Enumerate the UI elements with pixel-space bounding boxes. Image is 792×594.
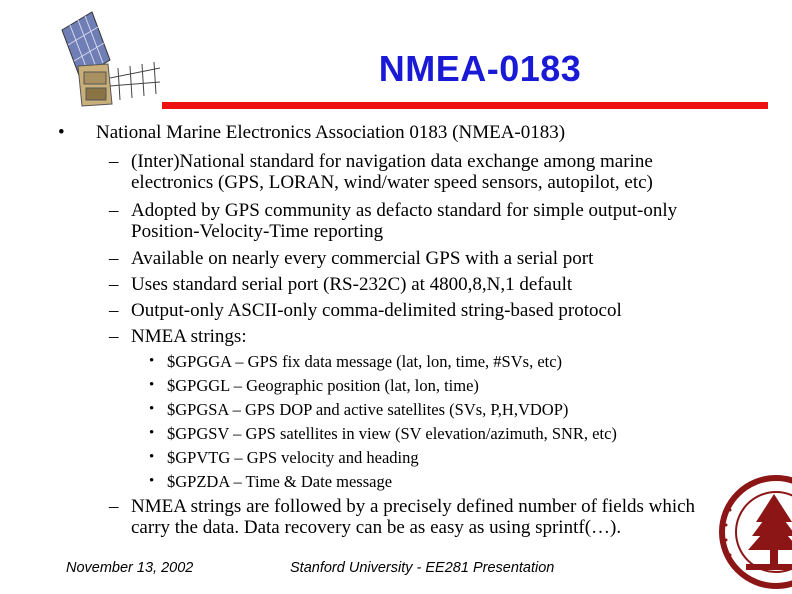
nmea-string-gpvtg: $GPVTG – GPS velocity and heading (167, 448, 419, 467)
final-point-line-2: carry the data. Data recovery can be as easy as using sprintf(…). (131, 517, 622, 538)
dash-marker: – (109, 274, 119, 295)
bullet-marker: • (149, 353, 155, 369)
bullet-marker: • (58, 122, 65, 143)
bullet-marker: • (149, 425, 155, 441)
nmea-string-gpgsa: $GPGSA – GPS DOP and active satellites (SVs, P,H,VDOP) (167, 400, 569, 419)
sub-point-3: Available on nearly every commercial GPS with a serial port (131, 248, 594, 269)
nmea-string-gpzda: $GPZDA – Time & Date message (167, 472, 393, 491)
dash-marker: – (109, 200, 119, 221)
stanford-seal-icon (718, 470, 792, 594)
sub-point-2-line-2: Position-Velocity-Time reporting (131, 221, 384, 242)
dash-marker: – (109, 496, 119, 517)
dash-marker: – (109, 326, 119, 347)
sub-point-6: NMEA strings: (131, 326, 247, 347)
nmea-string-gpgsv: $GPGSV – GPS satellites in view (SV elevation/azimuth, SNR, etc) (167, 424, 617, 443)
bullet-marker: • (149, 449, 155, 465)
dash-marker: – (109, 248, 119, 269)
nmea-string-gpggl: $GPGGL – Geographic position (lat, lon, time) (167, 376, 479, 395)
bullet-marker: • (149, 473, 155, 489)
sub-point-5: Output-only ASCII-only comma-delimited string-based protocol (131, 300, 622, 321)
sub-point-2-line-1: Adopted by GPS community as defacto standard for simple output-only (131, 200, 678, 221)
dash-marker: – (109, 151, 119, 172)
nmea-string-gpgga: $GPGGA – GPS fix data message (lat, lon, time, #SVs, etc) (167, 352, 563, 371)
footer-presentation: Stanford University - EE281 Presentation (290, 560, 555, 576)
footer-date: November 13, 2002 (66, 560, 194, 576)
main-point: National Marine Electronics Association 0183 (NMEA-0183) (96, 122, 566, 143)
sub-point-1-line-2: electronics (GPS, LORAN, wind/water speed sensors, autopilot, etc) (131, 172, 653, 193)
satellite-icon (48, 8, 166, 114)
title-underline (162, 102, 768, 109)
sub-point-4: Uses standard serial port (RS-232C) at 4800,8,N,1 default (131, 274, 573, 295)
sub-point-1-line-1: (Inter)National standard for navigation data exchange among marine (131, 151, 653, 172)
bullet-marker: • (149, 401, 155, 417)
bullet-marker: • (149, 377, 155, 393)
final-point-line-1: NMEA strings are followed by a precisely defined number of fields which (131, 496, 696, 517)
dash-marker: – (109, 300, 119, 321)
slide-title: NMEA-0183 (378, 48, 582, 89)
